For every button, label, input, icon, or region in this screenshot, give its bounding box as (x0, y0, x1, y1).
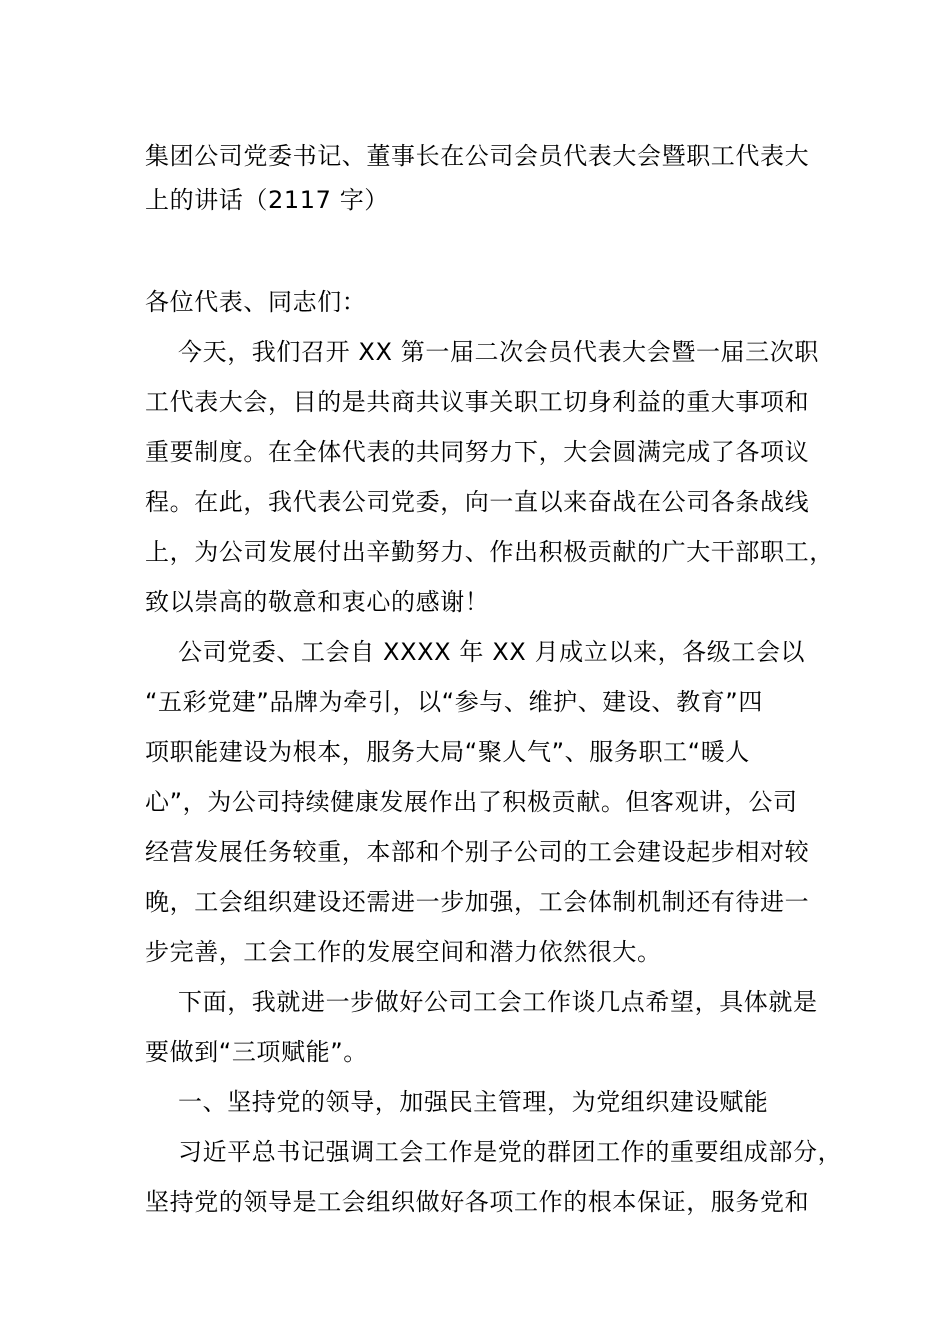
paragraph-line: 致以崇高的敬意和衷心的感谢！ (145, 588, 490, 616)
paragraph-line: 步完善，工会工作的发展空间和潜力依然很大。 (145, 938, 662, 966)
paragraph-line: 经营发展任务较重，本部和个别子公司的工会建设起步相对较 (145, 838, 810, 866)
paragraph-line: 重要制度。在全体代表的共同努力下，大会圆满完成了各项议 (145, 438, 810, 466)
salutation-text: 各位代表、同志们： (145, 288, 367, 316)
paragraph-line: 下面，我就进一步做好公司工会工作谈几点希望，具体就是 (178, 988, 818, 1016)
document-body (145, 277, 843, 1227)
paragraph-line: 要做到“三项赋能”。 (145, 1038, 368, 1066)
paragraph-3 (145, 977, 825, 1077)
paragraph-line: 心”，为公司持续健康发展作出了积极贡献。但客观讲，公司 (145, 788, 798, 816)
paragraph-line: 习近平总书记强调工会工作是党的群团工作的重要组成部分， (178, 1138, 843, 1166)
paragraph-1 (145, 327, 834, 627)
salutation (145, 277, 825, 327)
title-line: 集团公司党委书记、董事长在公司会员代表大会暨职工代表大 (145, 142, 810, 170)
paragraph-line: 坚持党的领导是工会组织做好各项工作的根本保证，服务党和 (145, 1188, 810, 1216)
paragraph-line: 上，为公司发展付出辛勤努力、作出积极贡献的广大干部职工， (145, 538, 834, 566)
paragraph-line: 工代表大会，目的是共商共议事关职工切身利益的重大事项和 (145, 388, 810, 416)
paragraph-line: “五彩党建”品牌为牵引，以“参与、维护、建设、教育”四 (145, 688, 763, 716)
paragraph-line: 今天，我们召开 XX 第一届二次会员代表大会暨一届三次职 (178, 338, 819, 366)
section-heading-text: 一、坚持党的领导，加强民主管理，为党组织建设赋能 (178, 1088, 769, 1116)
paragraph-line: 公司党委、工会自 XXXX 年 XX 月成立以来，各级工会以 (178, 638, 806, 666)
paragraph-line: 项职能建设为根本，服务大局“聚人气”、服务职工“暖人 (145, 738, 750, 766)
document-title (145, 134, 825, 222)
title-line: 上的讲话（2117 字） (145, 186, 389, 214)
paragraph-line: 程。在此，我代表公司党委，向一直以来奋战在公司各条战线 (145, 488, 810, 516)
paragraph-2 (145, 627, 825, 977)
paragraph-4 (145, 1127, 843, 1227)
section-heading-1 (145, 1077, 825, 1127)
paragraph-line: 晚，工会组织建设还需进一步加强，工会体制机制还有待进一 (145, 888, 810, 916)
